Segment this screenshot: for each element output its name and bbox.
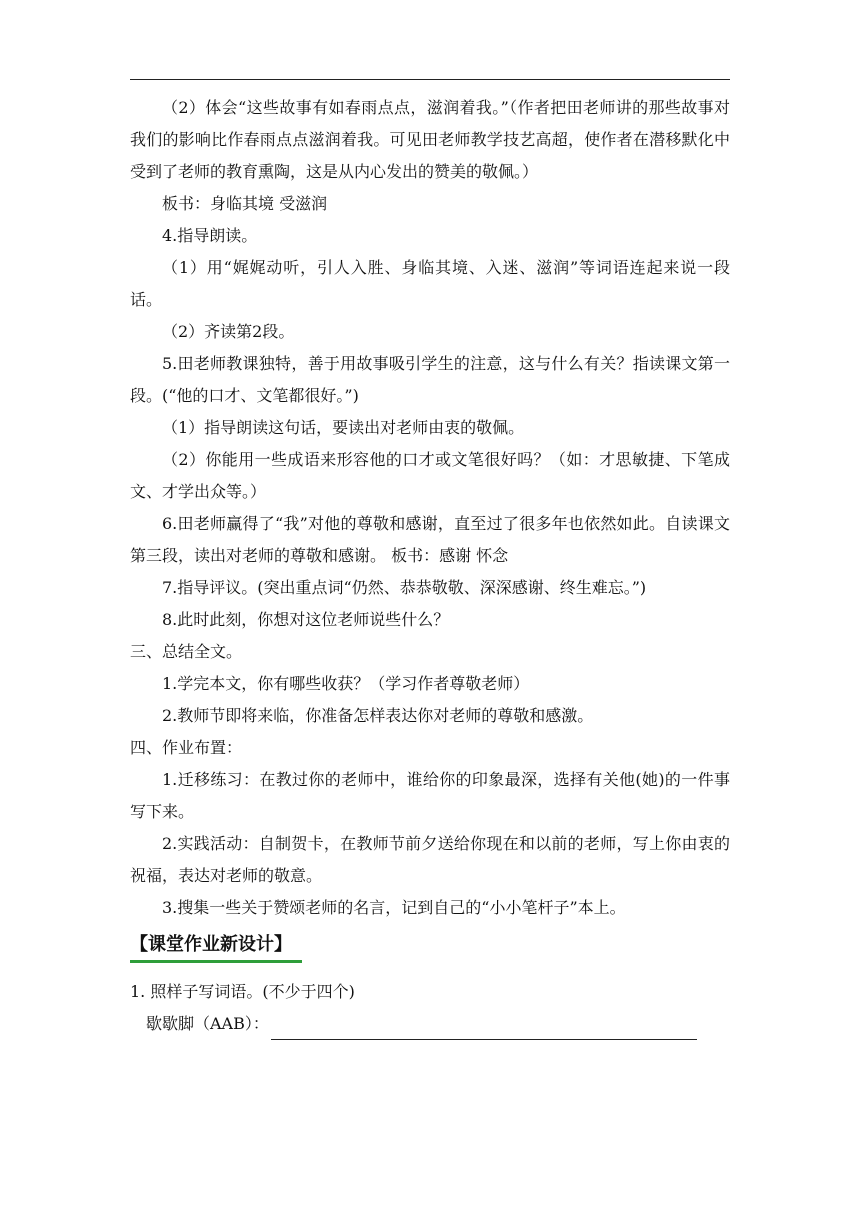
paragraph-6: 5.田老师教课独特，善于用故事吸引学生的注意，这与什么有关？指读课文第一段。(“他的口才、文笔都很好。”) — [130, 354, 730, 405]
paragraph-8: （2）你能用一些成语来形容他的口才或文笔很好吗？（如：才思敏捷、下笔成文、才学出众等。） — [130, 450, 730, 501]
paragraph-2: 板书：身临其境 受滋润 — [162, 194, 328, 213]
paragraph-10: 7.指导评议。(突出重点词“仍然、恭恭敬敬、深深感谢、终生难忘。”) — [162, 578, 647, 597]
paragraph-1: （2）体会“这些故事有如春雨点点，滋润着我。”（作者把田老师讲的那些故事对我们的影响比作春雨点点滋润着我。可见田老师教学技艺高超，使作者在潜移默化中受到了老师的教育熏陶，这是从内心发出的赞美的敬佩。） — [130, 98, 730, 181]
section-homework-heading: 四、作业布置： — [130, 738, 243, 757]
paragraph-5: （2）齐读第2段。 — [162, 322, 295, 341]
answer-blank[interactable] — [271, 1019, 697, 1040]
paragraph-14: 2.教师节即将来临，你准备怎样表达你对老师的尊敬和感激。 — [162, 706, 594, 725]
classwork-heading-block — [130, 930, 730, 966]
paragraph-18: 3.搜集一些关于赞颂老师的名言，记到自己的“小小笔杆子”本上。 — [162, 898, 626, 917]
header-rule — [130, 79, 730, 80]
paragraph-7: （1）指导朗读这句话，要读出对老师由衷的敬佩。 — [162, 418, 525, 437]
paragraph-16: 1.迁移练习：在教过你的老师中，谁给你的印象最深，选择有关他(她)的一件事写下来。 — [130, 770, 730, 821]
classwork-heading: 【课堂作业新设计】 — [130, 934, 292, 955]
paragraph-9: 6.田老师赢得了“我”对他的尊敬和感谢，直至过了很多年也依然如此。自读课文第三段，读出对老师的尊敬和感谢。 板书：感谢 怀念 — [130, 514, 730, 565]
heading-underline — [130, 960, 302, 963]
paragraph-17: 2.实践活动：自制贺卡，在教师节前夕送给你现在和以前的老师，写上你由衷的祝福，表达对老师的敬意。 — [130, 834, 730, 885]
section-summary-heading: 三、总结全文。 — [130, 642, 243, 661]
document-body — [130, 92, 730, 1040]
exercise-example-label: 歇歇脚（AAB）： — [146, 1014, 269, 1033]
exercise-question: 1. 照样子写词语。(不少于四个) — [130, 982, 355, 1001]
paragraph-11: 8.此时此刻，你想对这位老师说些什么？ — [162, 610, 450, 629]
paragraph-4: （1）用“娓娓动听，引人入胜、身临其境、入迷、滋润”等词语连起来说一段话。 — [130, 258, 730, 309]
paragraph-13: 1.学完本文，你有哪些收获？（学习作者尊敬老师） — [162, 674, 530, 693]
exercise-answer-line — [130, 1008, 730, 1040]
paragraph-3: 4.指导朗读。 — [162, 226, 258, 245]
